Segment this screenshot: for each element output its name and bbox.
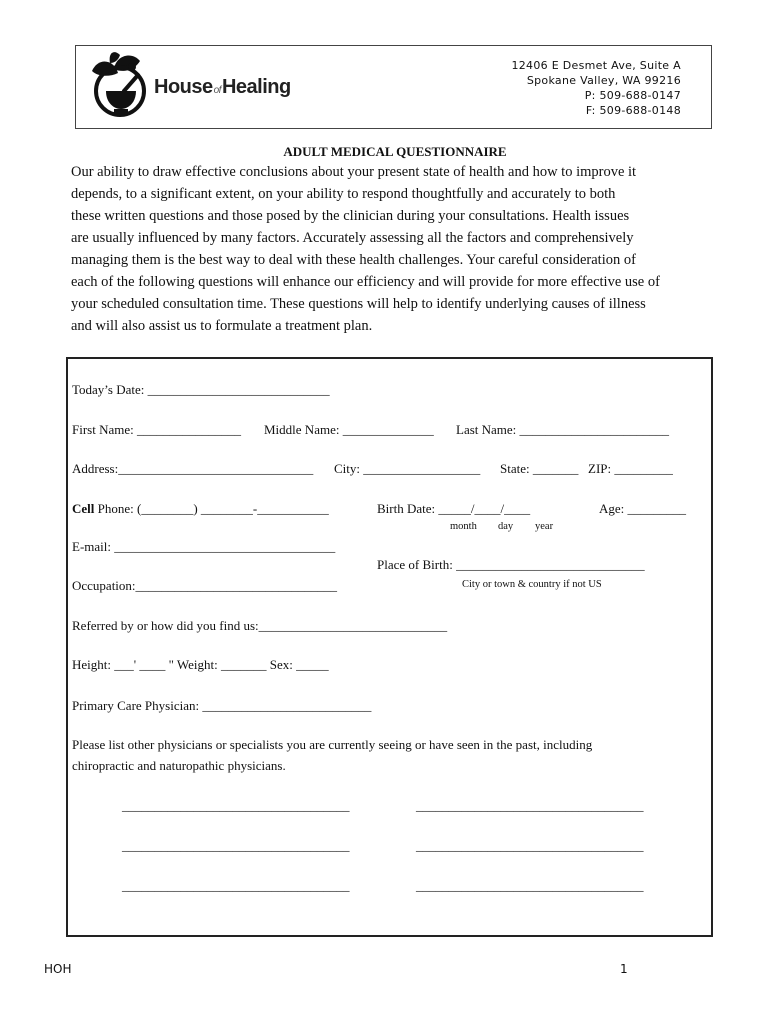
place-of-birth-field[interactable]: Place of Birth: _____________________________ (377, 557, 645, 572)
intro-line: are usually influenced by many factors. Accurately assessing all the factors and comprehensively (71, 230, 634, 246)
intro-line: and will also assist us to formulate a treatment plan. (71, 318, 373, 334)
intro-line: these written questions and those posed by the clinician during your consultations. Health issues (71, 208, 630, 224)
phone-number: P: 509-688-0147 (584, 89, 681, 102)
patient-info-form (66, 357, 713, 937)
birth-year-hint: year (535, 521, 554, 532)
address-line-1: 12406 E Desmet Ave, Suite A (511, 59, 681, 72)
todays-date-field[interactable]: Today’s Date: ____________________________ (72, 382, 330, 397)
physician-entry-line[interactable]: ___________________________________ (416, 798, 644, 813)
physician-entry-line[interactable]: ___________________________________ (416, 878, 644, 893)
address-line-2: Spokane Valley, WA 99216 (526, 74, 681, 87)
logo-wordmark: HouseofHealing (154, 76, 291, 98)
page-number: 1 (620, 962, 628, 976)
intro-line: managing them is the best way to deal with these health challenges. Your careful consideration of (71, 252, 636, 268)
intro-line: each of the following questions will enhance our efficiency and will provide for more effective use of (71, 274, 660, 290)
birth-month-hint: month (450, 521, 477, 532)
primary-care-physician-field[interactable]: Primary Care Physician: __________________________ (72, 698, 372, 713)
birth-day-hint: day (498, 521, 514, 532)
city-field[interactable]: City: __________________ (334, 461, 481, 476)
intro-line: your scheduled consultation time. These questions will help to identify underlying causes of illness (71, 296, 646, 312)
height-weight-sex-field[interactable]: Height: ___' ____ " Weight: _______ Sex: _____ (72, 657, 329, 672)
first-name-field[interactable]: First Name: ________________ (72, 422, 241, 437)
house-of-healing-logo-icon (84, 51, 164, 121)
place-of-birth-hint: City or town & country if not US (462, 579, 602, 590)
document-title: ADULT MEDICAL QUESTIONNAIRE (283, 144, 507, 159)
referral-field[interactable]: Referred by or how did you find us:_____________________________ (72, 618, 448, 633)
state-field[interactable]: State: _______ (500, 461, 579, 476)
intro-paragraph (71, 161, 731, 337)
occupation-field[interactable]: Occupation:_______________________________ (72, 578, 338, 593)
last-name-field[interactable]: Last Name: _______________________ (456, 422, 670, 437)
other-physicians-prompt: Please list other physicians or specialists you are currently seeing or have seen in the past, including (72, 737, 593, 752)
age-field[interactable]: Age: _________ (599, 501, 687, 516)
zip-field[interactable]: ZIP: _________ (588, 461, 673, 476)
fax-number: F: 509-688-0148 (585, 104, 681, 117)
intro-line: Our ability to draw effective conclusions about your present state of health and how to improve it (71, 164, 637, 180)
intro-line: depends, to a significant extent, on your ability to respond thoughtfully and accurately to both (71, 186, 616, 202)
address-field[interactable]: Address:______________________________ (72, 461, 314, 476)
email-field[interactable]: E-mail: __________________________________ (72, 539, 336, 554)
cell-phone-field[interactable]: Cell Phone: (________) ________-___________ (72, 501, 329, 516)
physician-entry-line[interactable]: ___________________________________ (122, 838, 350, 853)
birth-date-field[interactable]: Birth Date: _____/____/____ (377, 501, 531, 516)
other-physicians-prompt-line2: chiropractic and naturopathic physicians. (72, 758, 286, 773)
clinic-address (511, 58, 681, 118)
physician-entry-line[interactable]: ___________________________________ (122, 798, 350, 813)
physician-entry-line[interactable]: ___________________________________ (122, 878, 350, 893)
letterhead (75, 45, 712, 129)
physician-entry-line[interactable]: ___________________________________ (416, 838, 644, 853)
middle-name-field[interactable]: Middle Name: ______________ (264, 422, 434, 437)
footer-label: HOH (44, 962, 72, 976)
